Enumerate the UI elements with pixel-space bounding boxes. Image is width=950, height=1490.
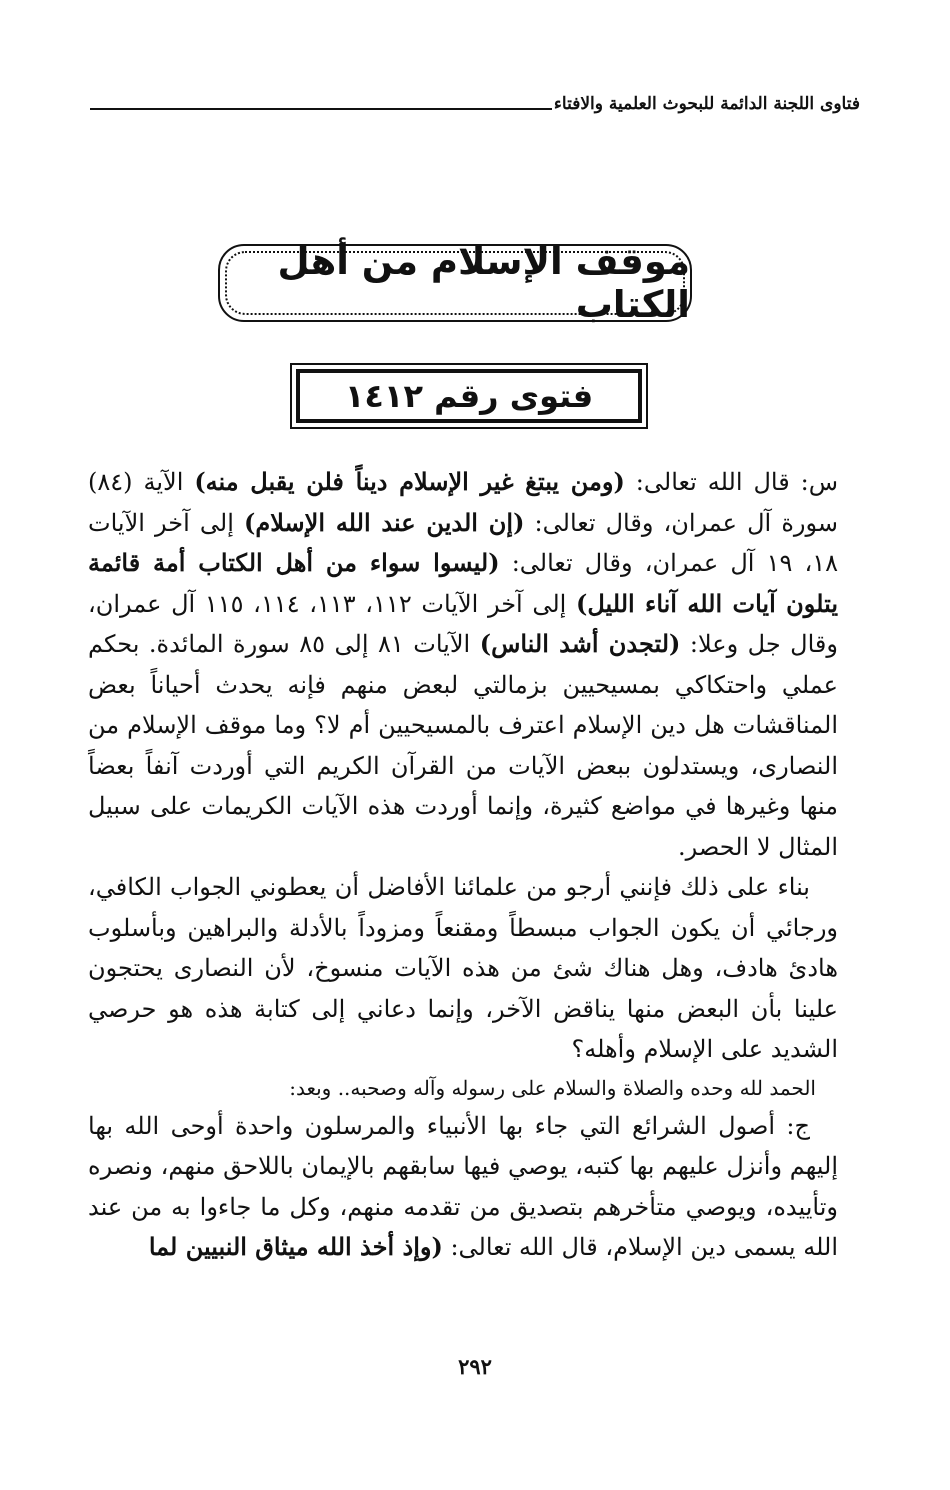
- quran-quote-2: (إن الدين عند الله الإسلام): [243, 507, 525, 537]
- section-title: موقف الإسلام من أهل الكتاب: [277, 240, 690, 326]
- question-text-5: الآيات ٨١ إلى ٨٥ سورة المائدة. بحكم عملي واحتكاكي بمسيحيين بزمالتي لبعض منهم فإنه يحدث أحياناً بعض المناقشات هل دين الإسلام اعترف بالمسيحيين أم لا؟ وما موقف الإسلام من النصارى، ويستدلون ببعض الآيات من القرآن الكريم التي أوردت آنفاً بعضاً منها وغيرها في مواضع كثيرة، وإنما أوردت هذه الآيات الكريمات على سبيل المثال لا الحصر.: [88, 630, 838, 861]
- section-title-frame: [218, 240, 692, 326]
- running-header: [90, 96, 860, 113]
- question-paragraph-2: بناء على ذلك فإنني أرجو من علمائنا الأفاضل أن يعطوني الجواب الكافي، ورجائي أن يكون الجواب مبسطاً ومقنعاً ومزوداً بالأدلة والبراهين وبأسلوب هادئ هادف، وهل هناك شئ من هذه الآيات منسوخ، لأن النصارى يحتجون علينا بأن البعض منها يناقض الآخر، وإنما دعاني إلى كتابة هذه هو حرصي الشديد على الإسلام وأهله؟: [88, 873, 839, 1063]
- question-paragraph: [88, 462, 838, 867]
- answer-praise: الحمد لله وحده والصلاة والسلام على رسوله وآله وصحبه.. وبعد:: [289, 1075, 816, 1100]
- question-text-1: س: قال الله تعالى:: [624, 468, 839, 496]
- answer-paragraph: [88, 1106, 838, 1268]
- question-text-4: إلى آخر الآيات ١١٢، ١١٣، ١١٤، ١١٥ آل عمران، وقال جل وعلا:: [88, 589, 838, 658]
- question-text-2: الآية (٨٤) سورة آل عمران، وقال تعالى:: [88, 468, 838, 537]
- fatwa-number-inner-frame: [296, 369, 642, 423]
- running-title: فتاوى اللجنة الدائمة للبحوث العلمية والافتاء: [553, 94, 860, 114]
- answer-quran-quote: (وإذ أخذ الله ميثاق النبيين لما: [148, 1232, 443, 1261]
- fatwa-number: فتوى رقم ١٤١٢: [344, 377, 594, 415]
- header-rule: [90, 108, 552, 110]
- page-number: ٢٩٢: [458, 1354, 492, 1379]
- quran-quote-3: (ليسوا سواء من أهل الكتاب أمة قائمة يتلون آيات الله آناء الليل): [88, 548, 839, 618]
- body-text: [88, 462, 838, 1268]
- quran-quote-4: (لتجدن أشد الناس): [479, 629, 681, 658]
- question-text-3: إلى آخر الآيات ١٨، ١٩ آل عمران، وقال تعالى:: [88, 508, 838, 577]
- quran-quote-1: (ومن يبتغ غير الإسلام ديناً فلن يقبل منه): [194, 467, 625, 496]
- answer-text: ج: أصول الشرائع التي جاء بها الأنبياء والمرسلون واحدة أوحى الله بها إليهم وأنزل عليهم بها كتبه، يوصي فيها سابقهم بالإيمان باللاحق منهم، ونصره وتأييده، ويوصي متأخرهم بتصديق من تقدمه منهم، وكل ما جاءوا به من عند الله يسمى دين الإسلام، قال الله تعالى:: [88, 1111, 838, 1261]
- fatwa-number-frame: [290, 363, 648, 429]
